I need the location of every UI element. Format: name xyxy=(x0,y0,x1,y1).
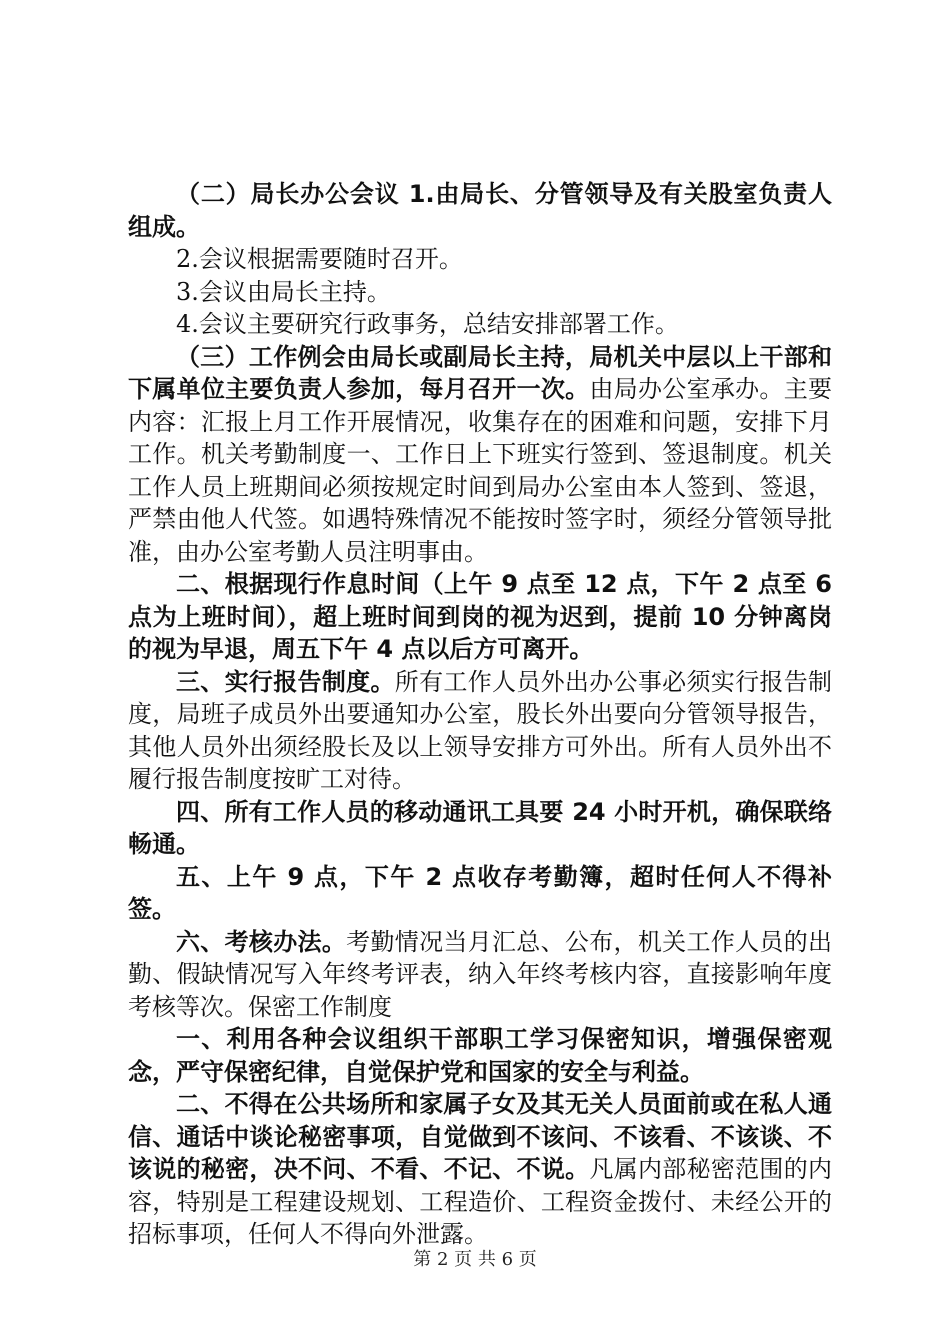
document-body xyxy=(128,178,832,1251)
paragraph-12-bold-text: 二、不得在公共场所和家属子女及其无关人员面前或在私人通信、通话中谈论秘密事项，自觉做到不该问、不该看、不该谈、不该说的秘密，决不问、不看、不记、不说。 xyxy=(128,1090,832,1183)
paragraph-5 xyxy=(128,341,832,569)
paragraph-5-text: 由局办公室承办。主要内容：汇报上月工作开展情况，收集存在的困难和问题，安排下月工作。机关考勤制度一、工作日上下班实行签到、签退制度。机关工作人员上班期间必须按规定时间到局办公室由本人签到、签退，严禁由他人代签。如遇特殊情况不能按时签字时，须经分管领导批准，由办公室考勤人员注明事由。 xyxy=(128,375,833,566)
paragraph-11 xyxy=(128,1023,832,1088)
paragraph-10-text: 考勤情况当月汇总、公布，机关工作人员的出勤、假缺情况写入年终考评表，纳入年终考核内容，直接影响年度考核等次。保密工作制度 xyxy=(128,927,833,1021)
paragraph-4 xyxy=(128,308,832,341)
paragraph-7-bold-text: 三、实行报告制度。 xyxy=(176,667,395,696)
paragraph-12 xyxy=(128,1088,832,1251)
paragraph-2-text: 2.会议根据需要随时召开。 xyxy=(176,245,463,273)
paragraph-5-bold-text: （三）工作例会由局长或副局长主持，局机关中层以上干部和下属单位主要负责人参加，每月召开一次。 xyxy=(128,342,832,403)
paragraph-3 xyxy=(128,276,832,309)
paragraph-10-bold-text: 六、考核办法。 xyxy=(176,927,347,956)
paragraph-2 xyxy=(128,243,832,276)
paragraph-7-text: 所有工作人员外出办公事必须实行报告制度，局班子成员外出要通知办公室，股长外出要向分管领导报告，其他人员外出须经股长及以上领导安排方可外出。所有人员外出不履行报告制度按旷工对待。 xyxy=(128,667,833,793)
paragraph-3-text: 3.会议由局长主持。 xyxy=(176,277,391,306)
paragraph-1 xyxy=(128,178,832,243)
paragraph-1-bold-text: （二）局长办公会议 1.由局长、分管领导及有关股室负责人组成。 xyxy=(128,180,832,241)
paragraph-11-bold-text: 一、利用各种会议组织干部职工学习保密知识，增强保密观念，严守保密纪律，自觉保护党和国家的安全与利益。 xyxy=(128,1025,832,1086)
paragraph-6-bold-text: 二、根据现行作息时间（上午 9 点至 12 点，下午 2 点至 6 点为上班时间），超上班时间到岗的视为迟到，提前 10 分钟离岗的视为早退，周五下午 4 点以后方可离开。 xyxy=(128,570,832,663)
paragraph-10 xyxy=(128,926,832,1024)
paragraph-9 xyxy=(128,861,832,926)
paragraph-6 xyxy=(128,568,832,666)
page-footer: 第 2 页 共 6 页 xyxy=(413,1249,537,1270)
paragraph-7 xyxy=(128,666,832,796)
paragraph-9-bold-text: 五、上午 9 点，下午 2 点收存考勤簿，超时任何人不得补签。 xyxy=(128,862,832,923)
paragraph-4-text: 4.会议主要研究行政事务，总结安排部署工作。 xyxy=(176,310,679,338)
paragraph-8-bold-text: 四、所有工作人员的移动通讯工具要 24 小时开机，确保联络畅通。 xyxy=(128,797,832,858)
paragraph-12-text: 凡属内部秘密范围的内容，特别是工程建设规划、工程造价、工程资金拨付、未经公开的招标事项，任何人不得向外泄露。 xyxy=(128,1155,833,1248)
paragraph-8 xyxy=(128,796,832,861)
